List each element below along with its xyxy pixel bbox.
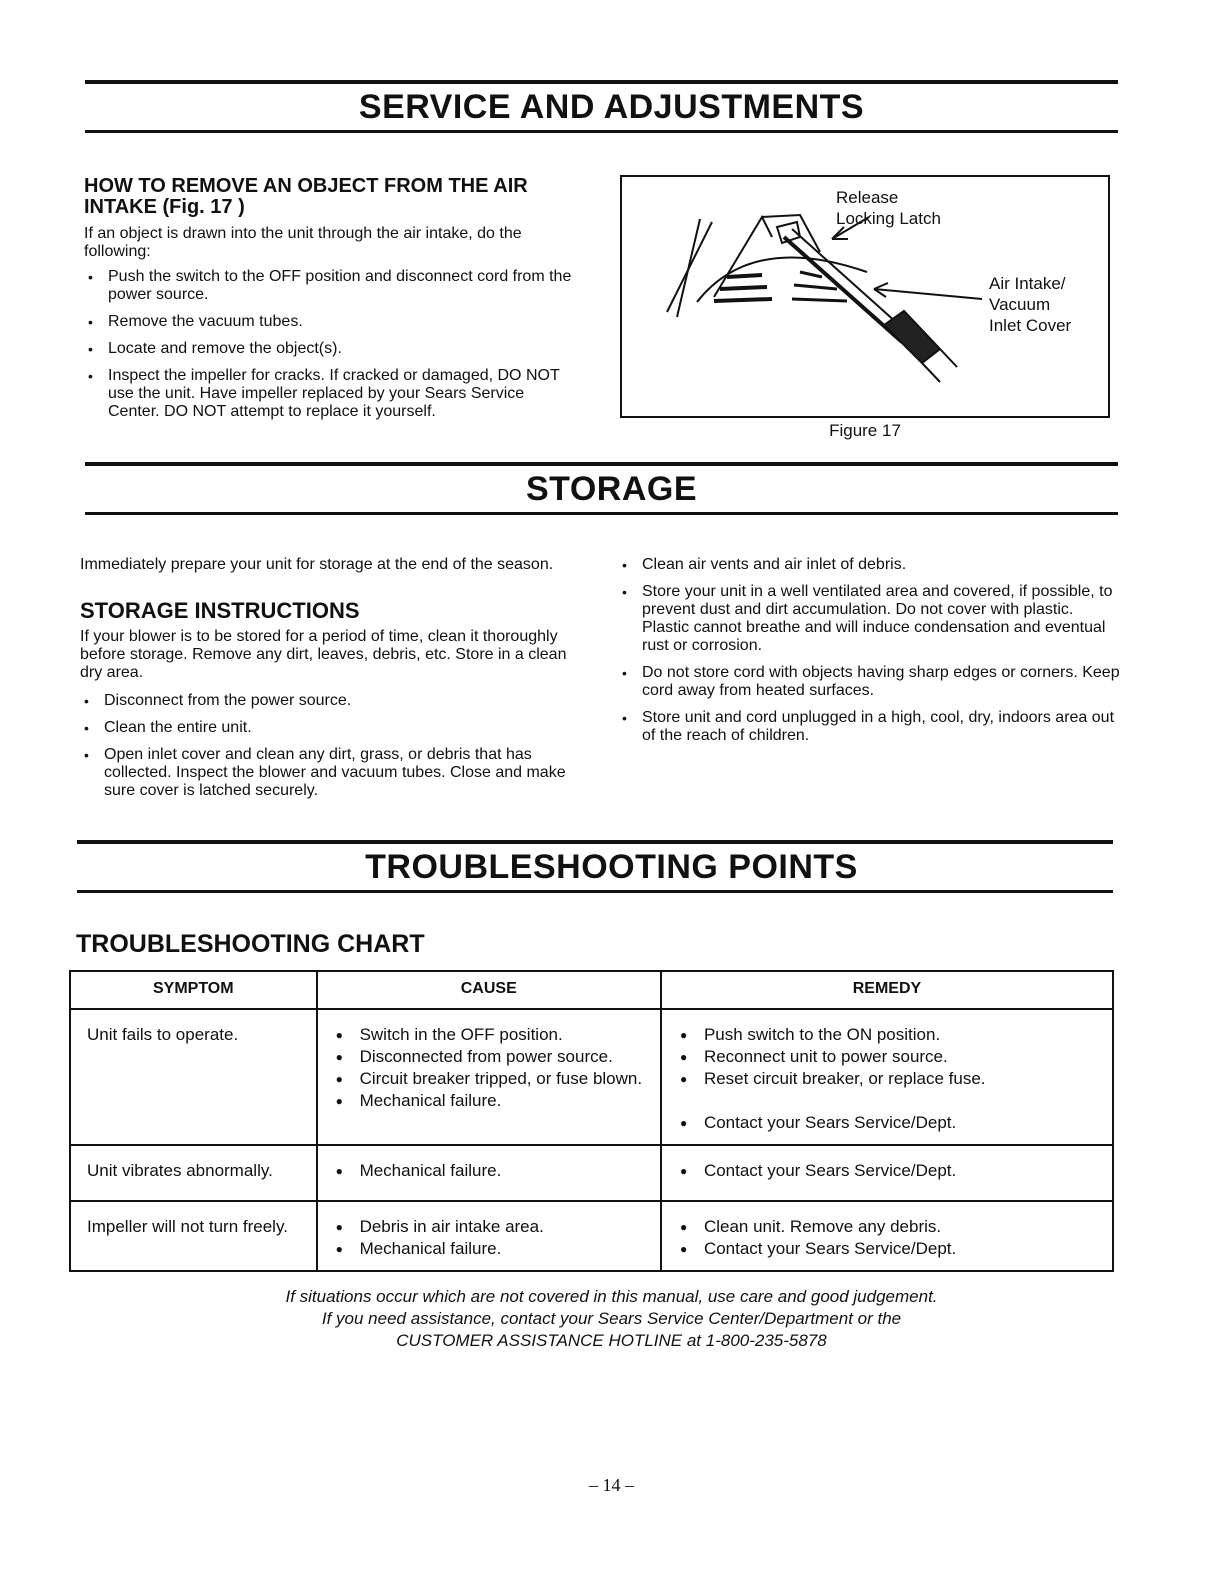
storage-step: • Clean air vents and air inlet of debris. <box>618 556 1120 574</box>
symptom-cell: Unit vibrates abnormally. <box>70 1145 317 1201</box>
release-latch-label <box>836 187 941 229</box>
troubleshooting-table <box>69 970 1114 1272</box>
air-intake-steps <box>84 268 580 430</box>
troubleshooting-title-underline <box>77 890 1113 893</box>
air-intake-intro: If an object is drawn into the unit through the air intake, do the following: <box>84 225 522 260</box>
step-item: • Inspect the impeller for cracks. If cracked or damaged, DO NOT use the unit. Have impeller replaced by your Sears Service Center. DO NOT attempt to replace it yourself. <box>84 367 580 421</box>
service-title: SERVICE AND ADJUSTMENTS <box>358 88 865 126</box>
cause-item: ● Mechanical failure. <box>334 1160 652 1182</box>
release-label-line2: Locking Latch <box>836 209 941 228</box>
air-intake-label <box>989 273 1071 336</box>
storage-instructions-heading: STORAGE INSTRUCTIONS <box>80 598 360 623</box>
cause-item: ● Circuit breaker tripped, or fuse blown. <box>334 1068 652 1090</box>
air-intake-heading: HOW TO REMOVE AN OBJECT FROM THE AIR INTAKE (Fig. 17 ) <box>84 175 528 218</box>
troubleshooting-title: TROUBLESHOOTING POINTS <box>365 848 858 886</box>
cause-cell <box>317 1201 661 1271</box>
table-row <box>70 1009 1113 1145</box>
storage-step: • Clean the entire unit. <box>80 719 580 737</box>
storage-step: • Store unit and cord unplugged in a high, cool, dry, indoors area out of the reach of children. <box>618 709 1120 745</box>
storage-left-bullets <box>80 692 580 809</box>
storage-step: • Store your unit in a well ventilated area and covered, if possible, to prevent dust and dirt accumulation. Do not cover with plastic. Plastic cannot breathe and will induce condensation and eventual rust or corrosion. <box>618 583 1120 655</box>
cause-item: ● Mechanical failure. <box>334 1090 652 1112</box>
storage-step: • Do not store cord with objects having sharp edges or corners. Keep cord away from heated surfaces. <box>618 664 1120 700</box>
page-number: – 14 – <box>589 1475 634 1495</box>
cause-cell <box>317 1009 661 1145</box>
table-row <box>70 1145 1113 1201</box>
cause-item: ● Disconnected from power source. <box>334 1046 652 1068</box>
cause-item: ● Debris in air intake area. <box>334 1216 652 1238</box>
storage-title-underline <box>85 512 1118 515</box>
air-intake-label-line3: Inlet Cover <box>989 316 1072 335</box>
storage-top-rule <box>85 462 1118 466</box>
service-title-underline <box>85 130 1118 133</box>
remedy-item: ● Push switch to the ON position. <box>678 1024 1104 1046</box>
remedy-item: ● Contact your Sears Service/Dept. <box>678 1238 1104 1260</box>
step-item: • Push the switch to the OFF position and disconnect cord from the power source. <box>84 268 580 304</box>
remedy-item: ● Reset circuit breaker, or replace fuse. <box>678 1068 1104 1090</box>
remedy-item: ● Reconnect unit to power source. <box>678 1046 1104 1068</box>
troubleshooting-chart-heading: TROUBLESHOOTING CHART <box>76 930 425 958</box>
remedy-cell <box>661 1201 1113 1271</box>
cause-item: ● Mechanical failure. <box>334 1238 652 1260</box>
remedy-cell <box>661 1145 1113 1201</box>
storage-title: STORAGE <box>525 470 697 508</box>
step-item: • Locate and remove the object(s). <box>84 340 580 358</box>
cause-item: ● Switch in the OFF position. <box>334 1024 652 1046</box>
figure-17 <box>620 175 1110 418</box>
cause-cell <box>317 1145 661 1201</box>
symptom-cell: Impeller will not turn freely. <box>70 1201 317 1271</box>
footnote-assistance: If you need assistance, contact your Sears Service Center/Department or the <box>321 1309 902 1328</box>
storage-step: • Open inlet cover and clean any dirt, grass, or debris that has collected. Inspect the blower and vacuum tubes. Close and make sure cover is latched securely. <box>80 746 580 800</box>
storage-right-bullets <box>618 556 1120 754</box>
step-item: • Remove the vacuum tubes. <box>84 313 580 331</box>
symptom-cell: Unit fails to operate. <box>70 1009 317 1145</box>
remedy-item: ● Clean unit. Remove any debris. <box>678 1216 1104 1238</box>
footnote-judgement: If situations occur which are not covered in this manual, use care and good judgement. <box>285 1287 938 1306</box>
footnote-hotline: CUSTOMER ASSISTANCE HOTLINE at 1-800-235-5878 <box>396 1331 827 1350</box>
storage-step: • Disconnect from the power source. <box>80 692 580 710</box>
remedy-header: REMEDY <box>661 971 1113 1009</box>
figure-caption: Figure 17 <box>829 421 901 440</box>
cause-header: CAUSE <box>317 971 661 1009</box>
air-intake-label-line1: Air Intake/ <box>989 274 1066 293</box>
release-label-line1: Release <box>836 188 899 207</box>
table-row <box>70 1201 1113 1271</box>
table-header-row <box>70 971 1113 1009</box>
top-rule <box>85 80 1118 84</box>
remedy-item: ● Contact your Sears Service/Dept. <box>678 1112 1104 1134</box>
troubleshooting-top-rule <box>77 840 1113 844</box>
remedy-cell <box>661 1009 1113 1145</box>
storage-instructions-intro: If your blower is to be stored for a period of time, clean it thoroughly before storage. Remove any dirt, leaves, debris, etc. Store in a clean dry area. <box>80 628 567 681</box>
symptom-header: SYMPTOM <box>70 971 317 1009</box>
storage-intro: Immediately prepare your unit for storage at the end of the season. <box>80 556 554 573</box>
remedy-item: ● Contact your Sears Service/Dept. <box>678 1160 1104 1182</box>
air-intake-label-line2: Vacuum <box>989 295 1051 314</box>
